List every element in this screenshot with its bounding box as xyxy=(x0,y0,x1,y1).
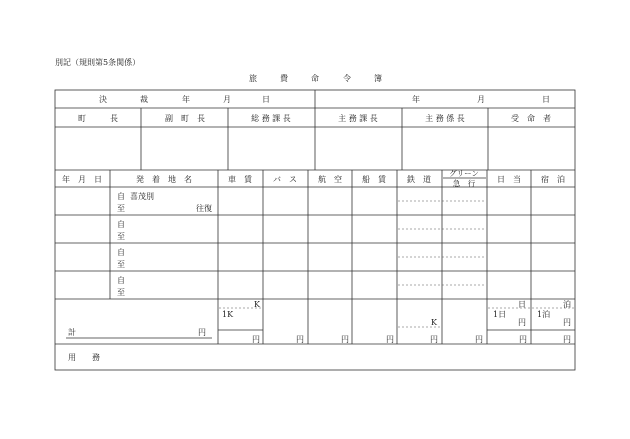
row3-to-label: 至 xyxy=(117,260,125,269)
col-green-car: グリーン xyxy=(449,169,479,178)
regulation-note: 別記（規則第5条関係） xyxy=(55,58,141,67)
row1-from-place: 喜茂別 xyxy=(130,192,154,201)
total-label-yen: 円 xyxy=(198,328,206,337)
green-total-yen: 円 xyxy=(475,335,483,344)
signer-deputy-mayor: 副 町 長 xyxy=(165,114,205,123)
car-total-yen: 円 xyxy=(252,335,260,344)
order-year: 年 xyxy=(412,95,420,104)
signer-mayor: 町 長 xyxy=(78,114,118,123)
title-char-4: 令 xyxy=(343,74,351,83)
total-label: 計 xyxy=(68,328,76,337)
daily-total-yen: 円 xyxy=(519,335,527,344)
seal-box-section-chief[interactable] xyxy=(316,128,401,169)
col-express: 急 行 xyxy=(452,179,476,188)
daily-per-day: 1日 xyxy=(493,310,507,319)
col-daily-allowance: 日 当 xyxy=(497,175,521,184)
row1-to-label: 至 xyxy=(117,204,125,213)
col-date: 年 月 日 xyxy=(62,175,102,184)
title-char-3: 命 xyxy=(311,74,319,83)
approval-year: 年 xyxy=(182,95,190,104)
row1-trip-type: 往復 xyxy=(196,204,212,213)
rail-km-unit: K xyxy=(431,318,437,327)
signer-section-chief: 主 務 課 長 xyxy=(338,114,378,123)
row3-from-label: 自 xyxy=(117,248,125,257)
purpose-label: 用 務 xyxy=(68,353,100,362)
row4-to-label: 至 xyxy=(117,288,125,297)
approval-label-1: 決 xyxy=(99,95,107,104)
seal-box-mayor[interactable] xyxy=(56,128,140,169)
col-air: 航 空 xyxy=(318,175,342,184)
car-per-km: 1K xyxy=(222,310,234,319)
signer-subsection-chief: 主 務 係 長 xyxy=(425,114,465,123)
daily-days-unit: 日 xyxy=(518,300,526,309)
seal-box-traveler[interactable] xyxy=(489,128,574,169)
title-char-1: 旅 xyxy=(249,74,257,83)
order-day: 日 xyxy=(542,95,550,104)
lodging-per-night-yen: 円 xyxy=(563,318,571,327)
row2-to-label: 至 xyxy=(117,232,125,241)
row2-from-label: 自 xyxy=(117,220,125,229)
approval-month: 月 xyxy=(223,95,231,104)
title-char-2: 費 xyxy=(280,74,288,83)
seal-box-subsection-chief[interactable] xyxy=(403,128,487,169)
title-char-5: 簿 xyxy=(374,74,382,83)
col-rail: 鉄 道 xyxy=(407,175,431,184)
col-lodging: 宿 泊 xyxy=(541,175,565,184)
daily-per-day-yen: 円 xyxy=(518,318,526,327)
row4-from-label: 自 xyxy=(117,276,125,285)
lodging-total-yen: 円 xyxy=(563,335,571,344)
col-ship: 船 賃 xyxy=(362,175,386,184)
rail-total-yen: 円 xyxy=(430,335,438,344)
purpose-field[interactable] xyxy=(110,346,573,368)
order-month: 月 xyxy=(477,95,485,104)
col-place: 発 着 地 名 xyxy=(136,175,192,184)
bus-total-yen: 円 xyxy=(296,335,304,344)
ship-total-yen: 円 xyxy=(386,335,394,344)
row1-from-label: 自 xyxy=(117,192,125,201)
signer-general-affairs-chief: 総 務 課 長 xyxy=(251,114,291,123)
col-car-fare: 車 賃 xyxy=(228,175,252,184)
approval-day: 日 xyxy=(262,95,270,104)
lodging-per-night: 1泊 xyxy=(537,310,551,319)
signer-traveler: 受 命 者 xyxy=(511,114,551,123)
lodging-nights-unit: 泊 xyxy=(563,300,571,309)
approval-label-2: 裁 xyxy=(140,95,148,104)
col-bus: バ ス xyxy=(273,175,297,184)
seal-box-deputy-mayor[interactable] xyxy=(142,128,227,169)
car-km-unit: K xyxy=(254,300,260,309)
air-total-yen: 円 xyxy=(341,335,349,344)
seal-box-general-affairs-chief[interactable] xyxy=(229,128,314,169)
